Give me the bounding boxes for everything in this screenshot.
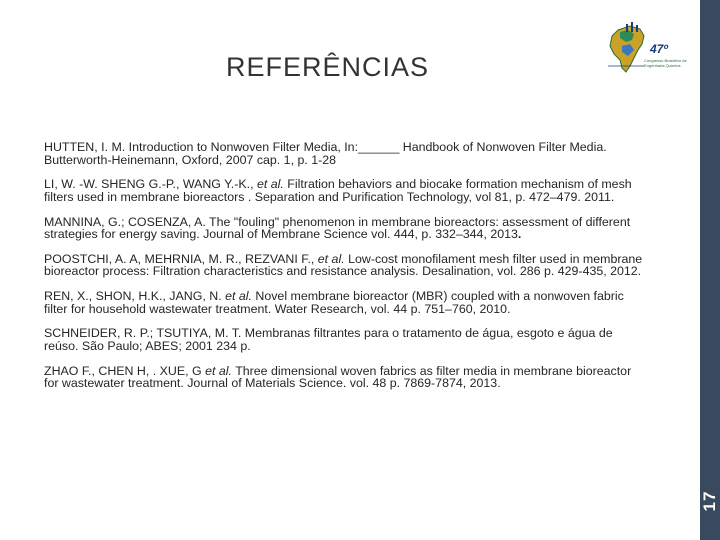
reference-text: Low-cost monofilament mesh filter used in membrane bioreactor process: Filtration characteristics and resistance analysis. Desalination, vol. 286 p. 429-435, 2012. (44, 251, 643, 279)
reference-text: MANNINA, G.; COSENZA, A. The "fouling" phenomenon in membrane bioreactors: assessment of different strategies for energy saving. Journal of Membrane Science vol. 444, p. 332–344, 2013 (44, 214, 631, 242)
reference-item (44, 141, 644, 166)
reference-text: Filtration behaviors and biocake formation mechanism of mesh filters used in membrane bioreactors . Separation and Purification Technology, vol 81, p. 472–479. 2011. (44, 177, 632, 204)
congress-logo (604, 20, 700, 80)
reference-etal: et al. (205, 363, 232, 378)
page-title: REFERÊNCIAS (226, 52, 430, 82)
reference-text: Novel membrane bioreactor (MBR) coupled with a nonwoven fabric filter for household wastewater treatment. Water Research, vol. 44 p. 751–760, 2010. (44, 289, 624, 316)
reference-item (44, 365, 644, 390)
reference-item (44, 216, 644, 241)
reference-item (44, 253, 644, 278)
reference-etal: et al. (256, 177, 284, 192)
reference-item (44, 290, 644, 315)
reference-etal: et al. (317, 251, 345, 266)
reference-authors: POOSTCHI, A. A, MEHRNIA, M. R., REZVANI F., (44, 251, 318, 266)
reference-authors: LI, W. -W. SHENG G.-P., WANG Y.-K., (44, 177, 257, 192)
reference-text: HUTTEN, I. M. Introduction to Nonwoven Filter Media, In:______ Handbook of Nonwoven Filter Media. Butterworth-Heinemann, Oxford, 2007 cap. 1, p. 1-28 (44, 140, 607, 167)
page-number-box (700, 476, 720, 526)
reference-text: SCHNEIDER, R. P.; TSUTIYA, M. T. Membranas filtrantes para o tratamento de água, esgoto e água de reúso. São Paulo; ABES; 2001 234 p. (44, 326, 613, 353)
reference-etal: et al. (225, 289, 252, 304)
logo-tagline: Congresso Brasileiro de Engenharia Química (644, 58, 687, 68)
reference-authors: ZHAO F., CHEN H, . XUE, G (44, 363, 206, 378)
reference-period: . (517, 227, 522, 242)
logo-mark: 47º (650, 42, 668, 56)
page-number: 17 (700, 490, 719, 512)
reference-list (44, 141, 644, 402)
reference-authors: REN, X., SHON, H.K., JANG, N. (44, 289, 226, 304)
reference-item (44, 178, 644, 203)
reference-text: Three dimensional woven fabrics as filter media in membrane bioreactor for wastewater treatment. Journal of Materials Science. vol. 48 p. 7869-7874, 2013. (44, 363, 632, 391)
reference-item (44, 327, 644, 352)
sidebar-bar (700, 0, 720, 540)
